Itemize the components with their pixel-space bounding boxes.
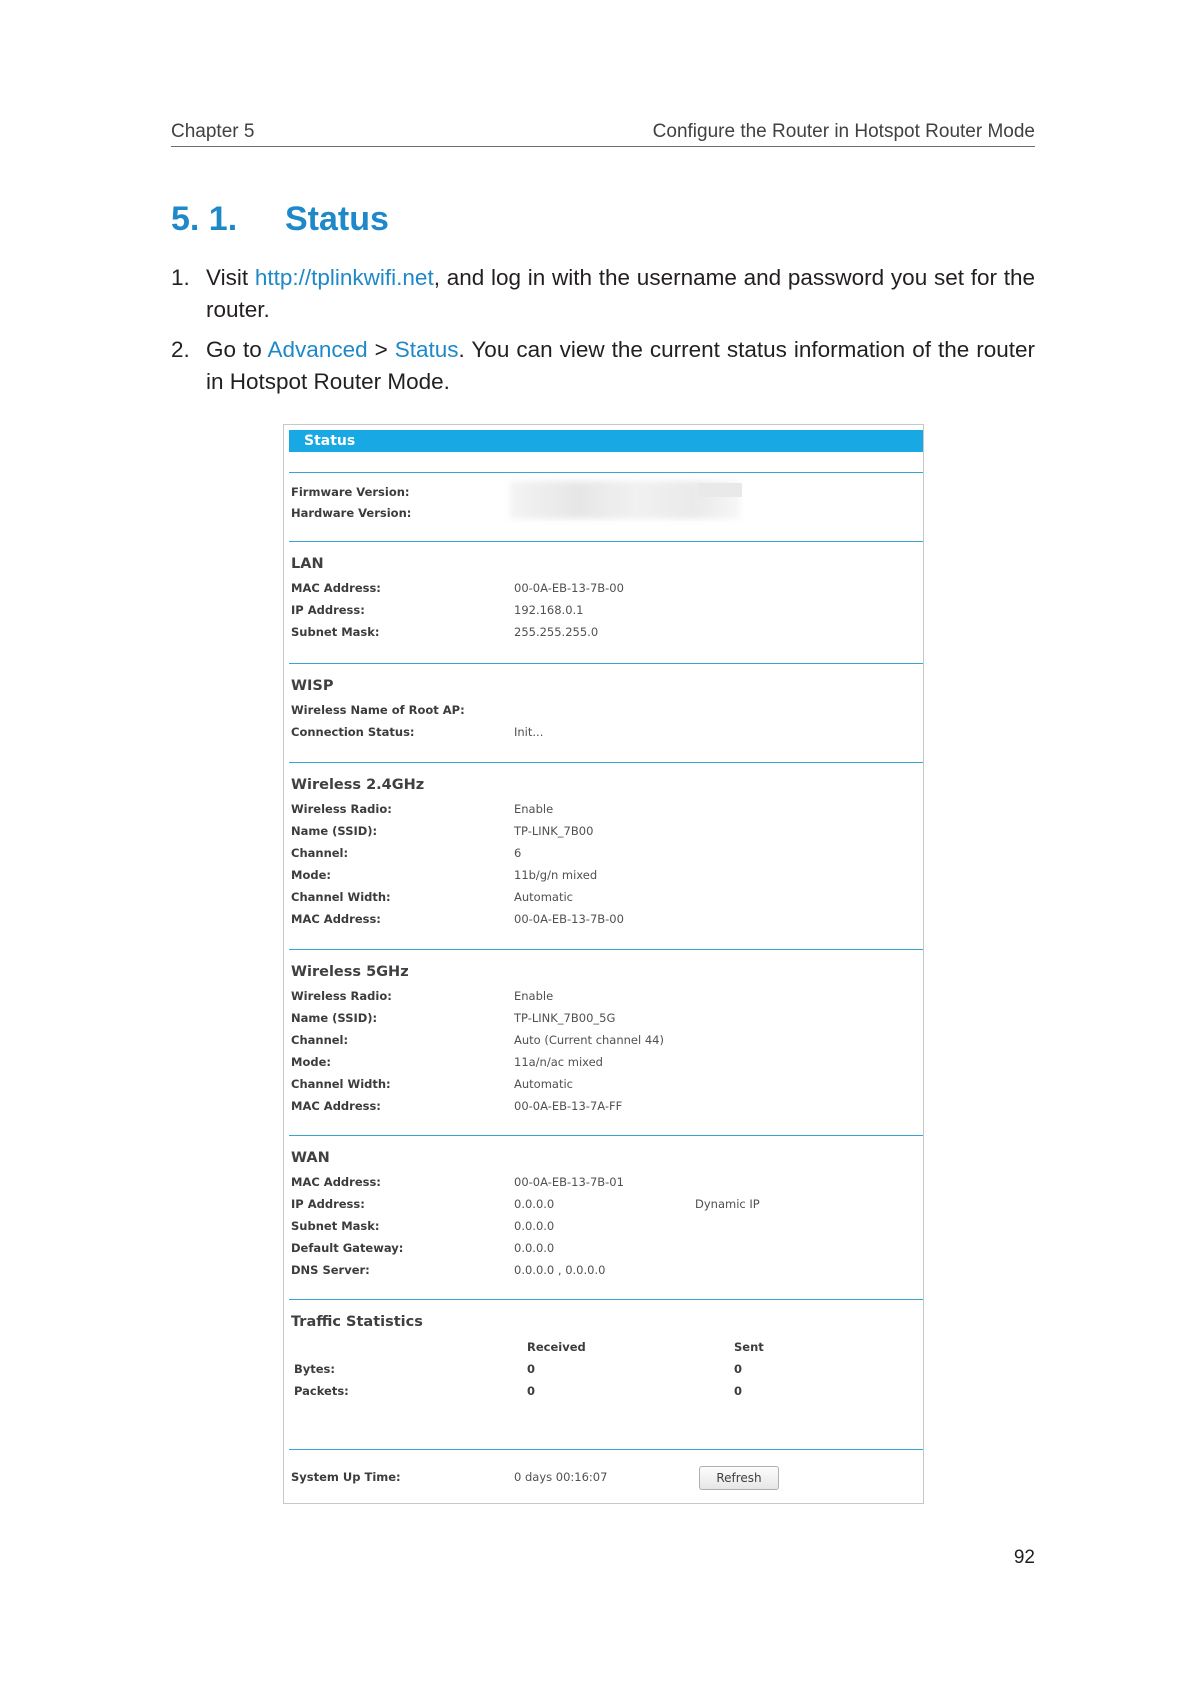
- wisp-conn-label: Connection Status:: [291, 725, 415, 739]
- tplinkwifi-link[interactable]: http://tplinkwifi.net: [254, 265, 434, 290]
- wan-gateway-label: Default Gateway:: [291, 1241, 404, 1255]
- divider: [289, 1299, 923, 1300]
- w5-channel-label: Channel:: [291, 1033, 349, 1047]
- lan-mask-label: Subnet Mask:: [291, 625, 380, 639]
- traffic-bytes-label: Bytes:: [294, 1362, 336, 1376]
- traffic-packets-received: 0: [527, 1384, 536, 1398]
- chapter-label: Chapter 5: [171, 121, 255, 142]
- step-number: 2.: [171, 337, 190, 362]
- wan-dns-value: 0.0.0.0 , 0.0.0.0: [514, 1263, 606, 1277]
- step-text: [206, 334, 1035, 398]
- w5-width-label: Channel Width:: [291, 1077, 391, 1091]
- lan-ip-value: 192.168.0.1: [514, 603, 584, 617]
- divider: [289, 472, 923, 473]
- w24-radio-label: Wireless Radio:: [291, 802, 392, 816]
- wan-dns-label: DNS Server:: [291, 1263, 370, 1277]
- traffic-packets-sent: 0: [734, 1384, 743, 1398]
- step-text-part: . You can view the current status information of the router in Hotspot Router Mode.: [206, 337, 1035, 394]
- w5-mode-value: 11a/n/ac mixed: [514, 1055, 603, 1069]
- wan-mac-value: 00-0A-EB-13-7B-01: [514, 1175, 624, 1189]
- w5-mac-label: MAC Address:: [291, 1099, 381, 1113]
- step-number: 1.: [171, 265, 190, 290]
- divider: [289, 1449, 923, 1450]
- section-title: Status: [285, 200, 389, 238]
- wan-mask-label: Subnet Mask:: [291, 1219, 380, 1233]
- redacted-version-info: [698, 483, 742, 497]
- w5-title: Wireless 5GHz: [291, 964, 409, 980]
- divider: [289, 949, 923, 950]
- w24-channel-value: 6: [514, 846, 522, 860]
- wan-gateway-value: 0.0.0.0: [514, 1241, 555, 1255]
- uptime-label: System Up Time:: [291, 1470, 401, 1484]
- w5-radio-value: Enable: [514, 989, 554, 1003]
- w5-radio-label: Wireless Radio:: [291, 989, 392, 1003]
- uptime-value: 0 days 00:16:07: [514, 1470, 608, 1484]
- lan-title: LAN: [291, 556, 324, 572]
- status-link[interactable]: Status: [394, 337, 459, 362]
- w24-mac-label: MAC Address:: [291, 912, 381, 926]
- w24-mac-value: 00-0A-EB-13-7B-00: [514, 912, 624, 926]
- panel-title: Status: [304, 433, 356, 449]
- wan-ip-label: IP Address:: [291, 1197, 365, 1211]
- divider: [289, 762, 923, 763]
- w24-ssid-label: Name (SSID):: [291, 824, 378, 838]
- w24-width-label: Channel Width:: [291, 890, 391, 904]
- wisp-title: WISP: [291, 678, 334, 694]
- w24-title: Wireless 2.4GHz: [291, 777, 425, 793]
- traffic-bytes-sent: 0: [734, 1362, 743, 1376]
- hardware-label: Hardware Version:: [291, 506, 412, 520]
- w5-width-value: Automatic: [514, 1077, 573, 1091]
- w24-mode-label: Mode:: [291, 868, 331, 882]
- lan-ip-label: IP Address:: [291, 603, 365, 617]
- chapter-title: Configure the Router in Hotspot Router Mode: [652, 121, 1035, 142]
- running-header: [171, 121, 1035, 147]
- wan-ip-type: Dynamic IP: [695, 1197, 760, 1211]
- step-1: [171, 262, 1035, 326]
- w24-width-value: Automatic: [514, 890, 573, 904]
- lan-mask-value: 255.255.255.0: [514, 625, 599, 639]
- divider: [289, 541, 923, 542]
- step-text: [206, 262, 1035, 326]
- w24-channel-label: Channel:: [291, 846, 349, 860]
- traffic-received-header: Received: [527, 1340, 586, 1354]
- w5-mac-value: 00-0A-EB-13-7A-FF: [514, 1099, 623, 1113]
- lan-mac-label: MAC Address:: [291, 581, 381, 595]
- divider: [289, 663, 923, 664]
- step-2: [171, 334, 1035, 398]
- firmware-label: Firmware Version:: [291, 485, 410, 499]
- wisp-root-ap-label: Wireless Name of Root AP:: [291, 703, 465, 717]
- wan-mac-label: MAC Address:: [291, 1175, 381, 1189]
- traffic-title: Traffic Statistics: [291, 1314, 423, 1330]
- w5-channel-value: Auto (Current channel 44): [514, 1033, 664, 1047]
- wisp-conn-value: Init...: [514, 725, 544, 739]
- step-text-part: Go to: [206, 337, 268, 362]
- traffic-bytes-received: 0: [527, 1362, 536, 1376]
- refresh-button[interactable]: Refresh: [699, 1466, 779, 1490]
- w24-ssid-value: TP-LINK_7B00: [514, 824, 594, 838]
- panel-title-bar: [289, 430, 923, 452]
- status-panel: [283, 424, 924, 1504]
- wan-ip-value: 0.0.0.0: [514, 1197, 555, 1211]
- wan-title: WAN: [291, 1150, 330, 1166]
- step-text-part: , and log in with the username and password you set for the router.: [206, 265, 1035, 322]
- w5-mode-label: Mode:: [291, 1055, 331, 1069]
- divider: [289, 1135, 923, 1136]
- advanced-link[interactable]: Advanced: [267, 337, 368, 362]
- traffic-packets-label: Packets:: [294, 1384, 349, 1398]
- page-number: 92: [1013, 1547, 1035, 1568]
- lan-mac-value: 00-0A-EB-13-7B-00: [514, 581, 624, 595]
- traffic-sent-header: Sent: [734, 1340, 764, 1354]
- w24-radio-value: Enable: [514, 802, 554, 816]
- wan-mask-value: 0.0.0.0: [514, 1219, 555, 1233]
- section-number: 5. 1.: [171, 200, 238, 238]
- w5-ssid-value: TP-LINK_7B00_5G: [514, 1011, 616, 1025]
- step-text-part: >: [367, 337, 395, 362]
- w24-mode-value: 11b/g/n mixed: [514, 868, 598, 882]
- w5-ssid-label: Name (SSID):: [291, 1011, 378, 1025]
- step-text-part: Visit: [206, 265, 255, 290]
